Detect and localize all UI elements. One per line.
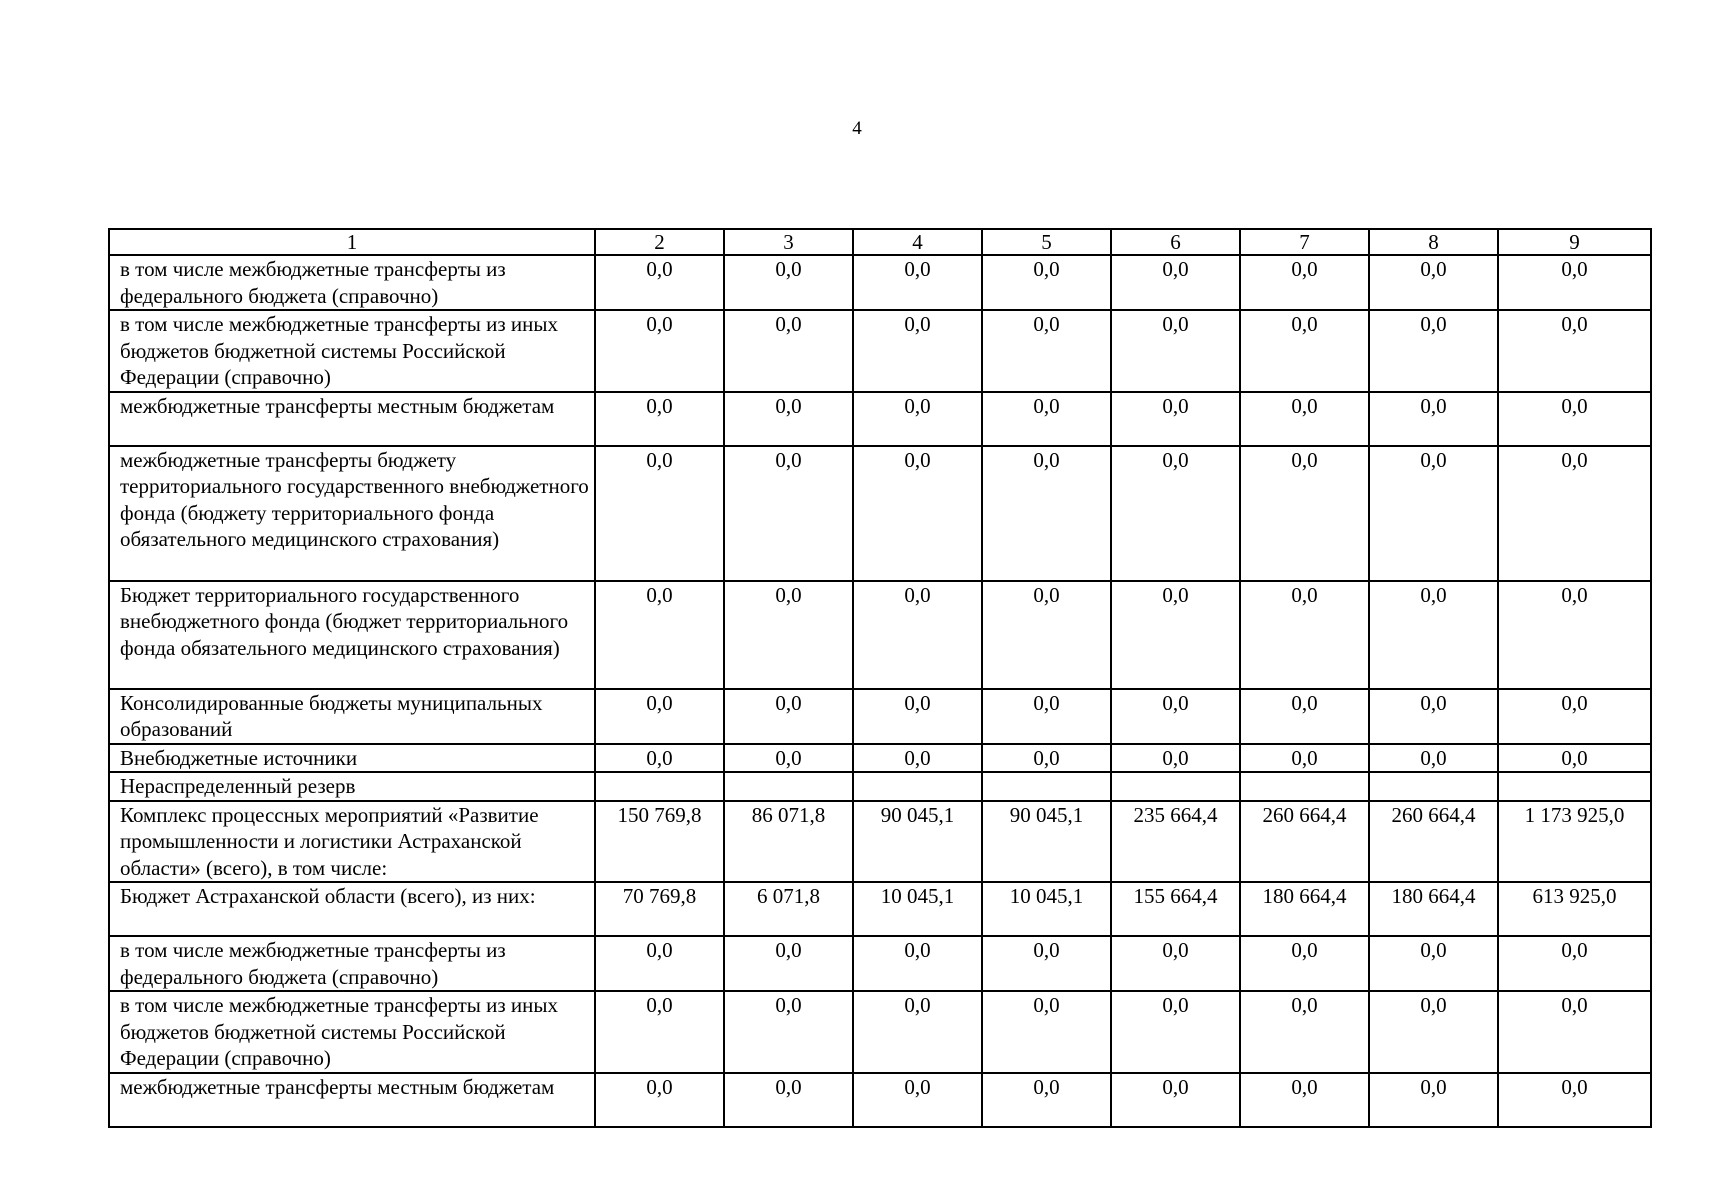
table-row bbox=[109, 446, 1651, 581]
value-cell: 0,0 bbox=[595, 1073, 724, 1127]
table-row bbox=[109, 744, 1651, 773]
value-cell bbox=[1111, 772, 1240, 801]
row-label: в том числе межбюджетные трансферты из иных бюджетов бюджетной системы Российской Федерации (справочно) bbox=[109, 991, 595, 1073]
value-cell: 0,0 bbox=[595, 991, 724, 1073]
table-row bbox=[109, 936, 1651, 991]
value-cell bbox=[1240, 772, 1369, 801]
value-cell: 0,0 bbox=[982, 392, 1111, 446]
value-cell: 0,0 bbox=[724, 255, 853, 310]
value-cell: 90 045,1 bbox=[853, 801, 982, 883]
value-cell: 10 045,1 bbox=[982, 882, 1111, 936]
value-cell: 0,0 bbox=[982, 689, 1111, 744]
value-cell: 0,0 bbox=[724, 310, 853, 392]
value-cell: 0,0 bbox=[1111, 1073, 1240, 1127]
value-cell: 0,0 bbox=[724, 936, 853, 991]
value-cell: 0,0 bbox=[595, 581, 724, 689]
value-cell: 0,0 bbox=[724, 446, 853, 581]
value-cell: 0,0 bbox=[853, 392, 982, 446]
row-label: в том числе межбюджетные трансферты из иных бюджетов бюджетной системы Российской Федерации (справочно) bbox=[109, 310, 595, 392]
row-label: межбюджетные трансферты бюджету территориального государственного внебюджетного фонда (бюджету территориального фонда обязательного медицинского страхования) bbox=[109, 446, 595, 581]
value-cell: 260 664,4 bbox=[1240, 801, 1369, 883]
value-cell bbox=[724, 772, 853, 801]
table-row bbox=[109, 310, 1651, 392]
table-row bbox=[109, 772, 1651, 801]
value-cell: 0,0 bbox=[1111, 255, 1240, 310]
value-cell: 0,0 bbox=[1111, 581, 1240, 689]
value-cell: 6 071,8 bbox=[724, 882, 853, 936]
value-cell: 0,0 bbox=[1369, 392, 1498, 446]
value-cell: 0,0 bbox=[1369, 255, 1498, 310]
row-label: Консолидированные бюджеты муниципальных образований bbox=[109, 689, 595, 744]
value-cell: 0,0 bbox=[982, 936, 1111, 991]
value-cell bbox=[1498, 772, 1651, 801]
value-cell: 0,0 bbox=[1498, 392, 1651, 446]
value-cell: 0,0 bbox=[1498, 1073, 1651, 1127]
value-cell: 260 664,4 bbox=[1369, 801, 1498, 883]
table-row bbox=[109, 1073, 1651, 1127]
value-cell: 0,0 bbox=[595, 310, 724, 392]
header-cell: 3 bbox=[724, 229, 853, 255]
value-cell bbox=[853, 772, 982, 801]
value-cell bbox=[1369, 772, 1498, 801]
value-cell: 0,0 bbox=[1240, 991, 1369, 1073]
value-cell bbox=[595, 772, 724, 801]
header-cell: 7 bbox=[1240, 229, 1369, 255]
table-row bbox=[109, 689, 1651, 744]
value-cell: 0,0 bbox=[1498, 310, 1651, 392]
value-cell: 0,0 bbox=[1369, 744, 1498, 773]
value-cell: 0,0 bbox=[1498, 991, 1651, 1073]
row-label: Комплекс процессных мероприятий «Развитие промышленности и логистики Астраханской области» (всего), в том числе: bbox=[109, 801, 595, 883]
value-cell: 0,0 bbox=[1240, 689, 1369, 744]
value-cell: 0,0 bbox=[982, 446, 1111, 581]
value-cell: 0,0 bbox=[724, 744, 853, 773]
value-cell: 0,0 bbox=[982, 255, 1111, 310]
value-cell: 90 045,1 bbox=[982, 801, 1111, 883]
row-label: Внебюджетные источники bbox=[109, 744, 595, 773]
row-label: межбюджетные трансферты местным бюджетам bbox=[109, 1073, 595, 1127]
value-cell: 0,0 bbox=[1240, 446, 1369, 581]
row-label: в том числе межбюджетные трансферты из федерального бюджета (справочно) bbox=[109, 936, 595, 991]
value-cell: 0,0 bbox=[1498, 936, 1651, 991]
header-cell: 9 bbox=[1498, 229, 1651, 255]
value-cell: 0,0 bbox=[595, 936, 724, 991]
value-cell: 0,0 bbox=[595, 255, 724, 310]
table-row bbox=[109, 255, 1651, 310]
value-cell: 0,0 bbox=[1111, 310, 1240, 392]
value-cell: 180 664,4 bbox=[1240, 882, 1369, 936]
value-cell: 150 769,8 bbox=[595, 801, 724, 883]
header-cell: 5 bbox=[982, 229, 1111, 255]
value-cell: 0,0 bbox=[853, 744, 982, 773]
value-cell: 0,0 bbox=[1498, 581, 1651, 689]
table-row bbox=[109, 882, 1651, 936]
value-cell: 0,0 bbox=[595, 446, 724, 581]
value-cell: 0,0 bbox=[724, 991, 853, 1073]
value-cell: 0,0 bbox=[595, 689, 724, 744]
value-cell: 0,0 bbox=[1111, 446, 1240, 581]
value-cell: 0,0 bbox=[1369, 689, 1498, 744]
value-cell: 0,0 bbox=[724, 1073, 853, 1127]
value-cell: 155 664,4 bbox=[1111, 882, 1240, 936]
value-cell: 0,0 bbox=[1369, 310, 1498, 392]
value-cell: 10 045,1 bbox=[853, 882, 982, 936]
table-row bbox=[109, 991, 1651, 1073]
value-cell: 0,0 bbox=[853, 446, 982, 581]
value-cell: 0,0 bbox=[1111, 689, 1240, 744]
value-cell: 0,0 bbox=[853, 310, 982, 392]
value-cell: 0,0 bbox=[1240, 255, 1369, 310]
value-cell: 86 071,8 bbox=[724, 801, 853, 883]
value-cell: 0,0 bbox=[853, 991, 982, 1073]
row-label: Нераспределенный резерв bbox=[109, 772, 595, 801]
value-cell: 0,0 bbox=[1111, 991, 1240, 1073]
value-cell: 0,0 bbox=[982, 581, 1111, 689]
value-cell: 0,0 bbox=[1240, 310, 1369, 392]
value-cell: 613 925,0 bbox=[1498, 882, 1651, 936]
value-cell: 0,0 bbox=[853, 1073, 982, 1127]
header-cell: 6 bbox=[1111, 229, 1240, 255]
value-cell: 0,0 bbox=[853, 581, 982, 689]
value-cell: 0,0 bbox=[1498, 255, 1651, 310]
value-cell: 1 173 925,0 bbox=[1498, 801, 1651, 883]
value-cell: 0,0 bbox=[853, 255, 982, 310]
row-label: Бюджет территориального государственного внебюджетного фонда (бюджет территориального фонда обязательного медицинского страхования) bbox=[109, 581, 595, 689]
value-cell: 0,0 bbox=[1369, 991, 1498, 1073]
value-cell: 235 664,4 bbox=[1111, 801, 1240, 883]
value-cell: 0,0 bbox=[1369, 446, 1498, 581]
value-cell: 0,0 bbox=[1240, 936, 1369, 991]
value-cell: 0,0 bbox=[1498, 689, 1651, 744]
value-cell: 70 769,8 bbox=[595, 882, 724, 936]
header-cell: 2 bbox=[595, 229, 724, 255]
table-row bbox=[109, 392, 1651, 446]
header-cell: 1 bbox=[109, 229, 595, 255]
value-cell: 0,0 bbox=[982, 991, 1111, 1073]
header-cell: 8 bbox=[1369, 229, 1498, 255]
row-label: в том числе межбюджетные трансферты из федерального бюджета (справочно) bbox=[109, 255, 595, 310]
value-cell: 0,0 bbox=[1498, 446, 1651, 581]
table-header-row bbox=[109, 229, 1651, 255]
value-cell bbox=[982, 772, 1111, 801]
value-cell: 0,0 bbox=[1111, 392, 1240, 446]
value-cell: 0,0 bbox=[982, 310, 1111, 392]
value-cell: 0,0 bbox=[1240, 392, 1369, 446]
value-cell: 0,0 bbox=[1240, 744, 1369, 773]
value-cell: 0,0 bbox=[595, 744, 724, 773]
header-cell: 4 bbox=[853, 229, 982, 255]
value-cell: 180 664,4 bbox=[1369, 882, 1498, 936]
value-cell: 0,0 bbox=[982, 744, 1111, 773]
value-cell: 0,0 bbox=[1498, 744, 1651, 773]
row-label: Бюджет Астраханской области (всего), из них: bbox=[109, 882, 595, 936]
value-cell: 0,0 bbox=[595, 392, 724, 446]
value-cell: 0,0 bbox=[1111, 936, 1240, 991]
page-number: 4 bbox=[852, 118, 862, 139]
value-cell: 0,0 bbox=[1369, 936, 1498, 991]
value-cell: 0,0 bbox=[982, 1073, 1111, 1127]
table-row bbox=[109, 801, 1651, 883]
table-row bbox=[109, 581, 1651, 689]
value-cell: 0,0 bbox=[1369, 1073, 1498, 1127]
value-cell: 0,0 bbox=[724, 689, 853, 744]
value-cell: 0,0 bbox=[724, 581, 853, 689]
value-cell: 0,0 bbox=[853, 689, 982, 744]
row-label: межбюджетные трансферты местным бюджетам bbox=[109, 392, 595, 446]
value-cell: 0,0 bbox=[1369, 581, 1498, 689]
budget-table bbox=[108, 228, 1652, 1128]
value-cell: 0,0 bbox=[1111, 744, 1240, 773]
value-cell: 0,0 bbox=[853, 936, 982, 991]
value-cell: 0,0 bbox=[1240, 581, 1369, 689]
value-cell: 0,0 bbox=[724, 392, 853, 446]
value-cell: 0,0 bbox=[1240, 1073, 1369, 1127]
